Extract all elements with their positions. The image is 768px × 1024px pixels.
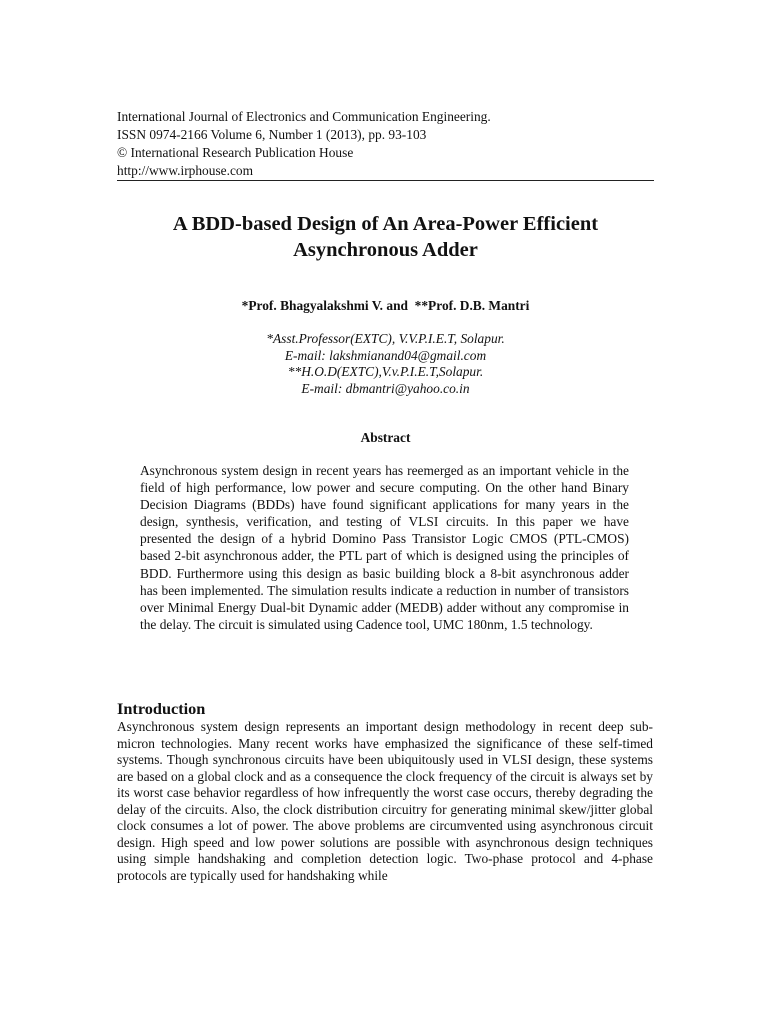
- abstract-text: Asynchronous system design in recent years has reemerged as an important vehicle in the field of high performance, low power and secure computing. On the other hand Binary Decision Diagrams (BDDs) have found significant applications for many years in the design, synthesis, verification, and testing of VLSI circuits. In this paper we have presented the design of a hybrid Domino Pass Transistor Logic CMOS (PTL-CMOS) based 2-bit asynchronous adder, the PTL part of which is designed using the principles of BDD. Furthermore using this design as basic building block a 8-bit asynchronous adder has been implemented. The simulation results indicate a reduction in number of transistors over Minimal Energy Dual-bit Dynamic adder (MEDB) adder without any compromise in the delay. The circuit is simulated using Cadence tool, UMC 180nm, 1.5 technology.: [140, 463, 629, 632]
- header-divider: [117, 180, 654, 181]
- affiliation-email: E-mail: lakshmianand04@gmail.com: [284, 347, 487, 363]
- author-affiliations: [117, 331, 654, 397]
- affiliation-email: E-mail: dbmantri@yahoo.co.in: [301, 380, 470, 396]
- introduction-text: Asynchronous system design represents an important design methodology in recent deep sub-micron technologies. Many recent works have emphasized the significance of these self-timed systems. Though synchronous circuits have been ubiquitously used in VLSI design, these systems are based on a global clock and as a consequence the clock frequency of the circuit is always set by its worst case behavior regardless of how infrequently the worst case occurs, thereby degrading the delay of the circuits. Also, the clock distribution circuitry for generating minimal skew/jitter global clock consumes a lot of power. The above problems are circumvented using asynchronous circuit design. High speed and low power solutions are possible with asynchronous design techniques using simple handshaking and completion detection logic. Two-phase protocol and 4-phase protocols are typically used for handshaking while: [117, 719, 653, 883]
- paper-title: A BDD-based Design of An Area-Power Efficient Asynchronous Adder: [172, 213, 599, 261]
- abstract-heading: Abstract: [360, 430, 411, 445]
- journal-issn: ISSN 0974-2166 Volume 6, Number 1 (2013), pp. 93-103: [117, 127, 427, 142]
- affiliation-line: **H.O.D(EXTC),V.v.P.I.E.T,Solapur.: [287, 364, 484, 379]
- section-heading-introduction: Introduction: [117, 699, 206, 718]
- journal-header: [117, 108, 654, 180]
- journal-url: http://www.irphouse.com: [117, 163, 253, 178]
- paper-authors: *Prof. Bhagyalakshmi V. and **Prof. D.B. Mantri: [241, 298, 530, 313]
- journal-publisher: © International Research Publication House: [117, 145, 354, 160]
- affiliation-line: *Asst.Professor(EXTC), V.V.P.I.E.T, Solapur.: [266, 331, 505, 346]
- journal-name: International Journal of Electronics and Communication Engineering.: [117, 109, 491, 124]
